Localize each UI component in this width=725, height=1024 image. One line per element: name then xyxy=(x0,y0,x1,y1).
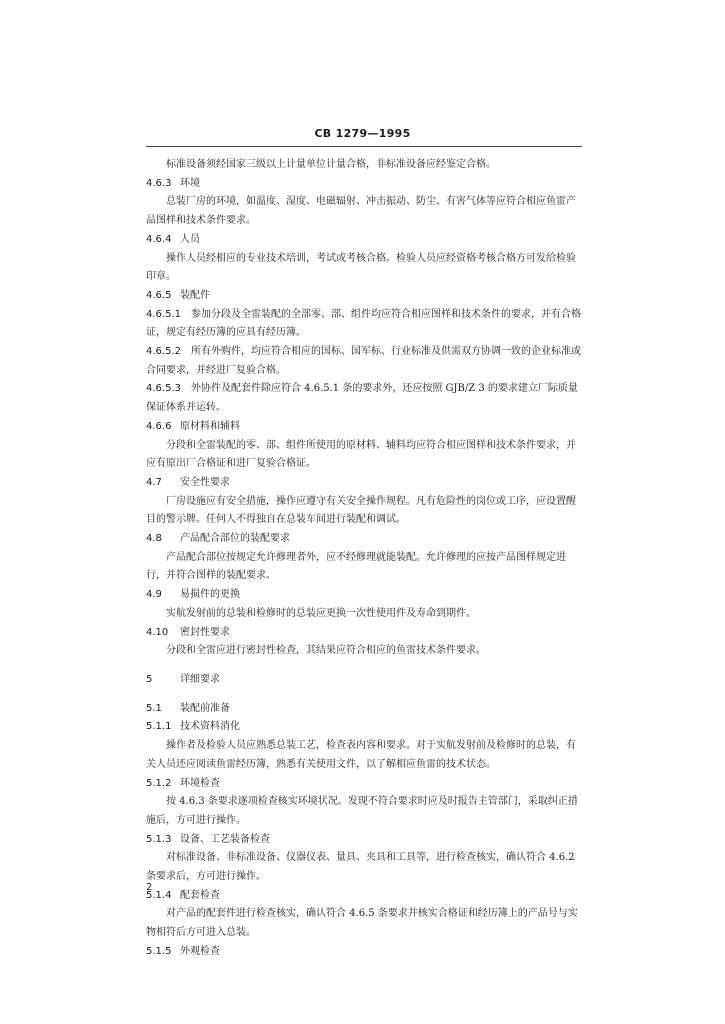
numbered-clause xyxy=(146,380,582,417)
section-number: 4.6.6 xyxy=(146,420,172,432)
section-title: 外观检查 xyxy=(180,945,220,957)
section-heading xyxy=(146,586,582,605)
section-number: 4.6.4 xyxy=(146,233,172,245)
section-title: 易损件的更换 xyxy=(180,589,240,601)
section-number: 4.8 xyxy=(146,533,162,545)
section-title: 装配件 xyxy=(180,289,210,301)
section-number: 5.1.2 xyxy=(146,777,172,789)
section-title: 环境检查 xyxy=(180,777,220,789)
paragraph: 操作人员经相应的专业技术培训，考试或考核合格。检验人员应经资格考核合格方可发给检验印章。 xyxy=(146,252,576,283)
paragraph: 对产品的配套件进行检查核实，确认符合 4.6.5 条要求并核实合格证和经历簿上的产品号与实物相符后方可进入总装。 xyxy=(146,908,578,939)
section-heading xyxy=(146,775,582,794)
paragraph: 产品配合部位按规定允许修理者外，应不经修理就能装配。允许修理的应按产品图样规定进行，并符合图样的装配要求。 xyxy=(146,551,566,582)
section-heading xyxy=(146,624,582,643)
numbered-clause xyxy=(146,343,582,380)
paragraph: 按 4.6.3 条要求逐项检查核实环境状况。发现不符合要求时应及时报告主管部门，采取纠正措施后，方可进行操作。 xyxy=(146,796,578,826)
section-heading xyxy=(146,831,582,850)
section-heading xyxy=(146,175,582,194)
page-number: 2 xyxy=(146,882,153,893)
section-number: 4.6.3 xyxy=(146,177,172,189)
header-rule xyxy=(146,146,582,147)
document-body xyxy=(146,156,582,962)
clause-number: 4.6.5.2 xyxy=(146,346,181,358)
clause-number: 4.6.5.1 xyxy=(146,308,181,320)
paragraph: 操作者及检验人员应熟悉总装工艺，检查表内容和要求。对于实航发射前及检修时的总装，有关人员还应阅读鱼雷经历簿，熟悉有关使用文件，以了解相应鱼雷的技术状态。 xyxy=(146,740,576,770)
paragraph: 厂房设施应有安全措施，操作应遵守有关安全操作规程。凡有危险性的岗位或工序，应设置醒目的警示牌。任何人不得独自在总装车间进行装配和调试。 xyxy=(146,495,576,526)
section-heading xyxy=(146,231,582,250)
section-heading xyxy=(146,718,582,737)
section-number: 5.1.4 xyxy=(146,889,172,901)
section-heading xyxy=(146,671,582,690)
section-title: 配套检查 xyxy=(180,889,220,901)
section-title: 装配前准备 xyxy=(180,702,230,714)
section-heading xyxy=(146,887,582,906)
section-heading xyxy=(146,474,582,493)
section-number: 4.7 xyxy=(146,476,162,488)
paragraph: 分段和全雷应进行密封性检查，其结果应符合相应的鱼雷技术条件要求。 xyxy=(166,645,486,657)
section-heading xyxy=(146,418,582,437)
section-title: 技术资料消化 xyxy=(180,721,240,733)
section-gap xyxy=(146,661,582,671)
section-title: 设备、工艺装备检查 xyxy=(180,833,270,845)
section-heading xyxy=(146,943,582,962)
section-heading xyxy=(146,700,582,719)
section-title: 详细要求 xyxy=(180,673,220,685)
section-number: 5.1.1 xyxy=(146,721,172,733)
section-number: 5.1.5 xyxy=(146,945,172,957)
section-title: 人员 xyxy=(180,233,200,245)
section-number: 5.1 xyxy=(146,702,162,714)
clause-number: 4.6.5.3 xyxy=(146,383,181,395)
section-heading xyxy=(146,530,582,549)
section-title: 产品配合部位的装配要求 xyxy=(180,533,290,545)
paragraph: 分段和全雷装配的零、部、组件所使用的原材料、辅料均应符合相应图样和技术条件要求，并应有原出厂合格证和进厂复验合格证。 xyxy=(146,439,576,470)
section-number: 5 xyxy=(146,673,153,685)
section-number: 4.6.5 xyxy=(146,289,172,301)
section-number: 5.1.3 xyxy=(146,833,172,845)
paragraph: 标准设备须经国家三级以上计量单位计量合格，非标准设备应经鉴定合格。 xyxy=(166,159,496,170)
section-title: 安全性要求 xyxy=(180,476,230,488)
section-heading xyxy=(146,287,582,306)
clause-text: 外协件及配套件除应符合 4.6.5.1 条的要求外，还应按照 GJB/Z 3 的要求建立厂际质量保证体系并运转。 xyxy=(146,383,578,414)
section-title: 环境 xyxy=(180,177,200,189)
paragraph: 总装厂房的环境，如温度、湿度、电磁辐射、冲击振动、防尘、有害气体等应符合相应鱼雷产品图样和技术条件要求。 xyxy=(146,196,576,227)
paragraph: 实航发射前的总装和检修时的总装应更换一次性使用件及寿命到期件。 xyxy=(166,607,476,619)
section-gap xyxy=(146,690,582,700)
section-number: 4.10 xyxy=(146,626,169,638)
clause-text: 参加分段及全雷装配的全部零、部、组件均应符合相应图样和技术条件的要求，并有合格证，规定有经历簿的应具有经历簿。 xyxy=(146,308,581,339)
clause-text: 所有外购件，均应符合相应的国标、国军标、行业标准及供需双方协调一致的企业标准或合同要求，并经进厂复验合格。 xyxy=(146,346,581,376)
section-title: 原材料和辅料 xyxy=(180,420,240,432)
paragraph: 对标准设备、非标准设备、仪器仪表、量具、夹具和工具等，进行检查核实，确认符合 4.6.2 条要求后，方可进行操作。 xyxy=(146,852,575,883)
section-title: 密封性要求 xyxy=(180,626,230,638)
numbered-clause xyxy=(146,306,582,343)
section-number: 4.9 xyxy=(146,589,162,601)
standard-code-header: CB 1279—1995 xyxy=(314,127,411,140)
